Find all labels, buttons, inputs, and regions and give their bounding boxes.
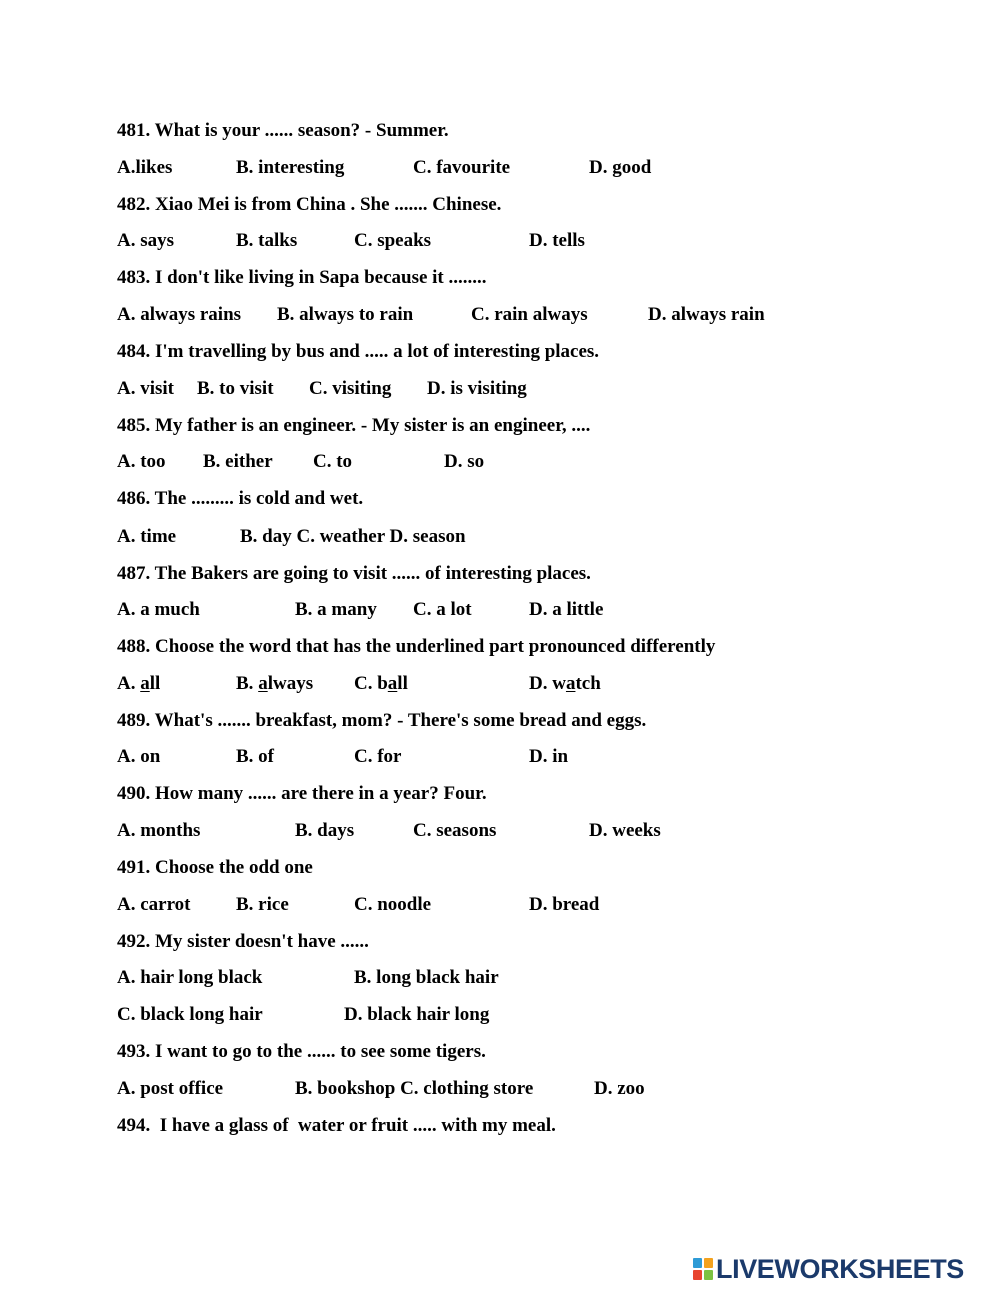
option-suffix: ll [397, 673, 408, 694]
answer-option: D. black hair long [344, 1004, 490, 1025]
liveworksheets-logo-text: LIVEWORKSHEETS [716, 1253, 964, 1284]
question-text: 482. Xiao Mei is from China . She ....... Chinese. [117, 194, 502, 215]
answer-option [236, 672, 313, 696]
option-prefix: D. w [529, 673, 566, 694]
option-suffix: ll [149, 673, 161, 694]
answer-option: A. months [117, 820, 201, 841]
question-text: 487. The Bakers are going to visit ...... of interesting places. [117, 563, 591, 584]
answer-option: A. carrot [117, 894, 191, 915]
answer-option: A. a much [117, 599, 200, 620]
answer-option: A. post office [117, 1078, 224, 1099]
answer-option: B. bookshop C. clothing store [295, 1078, 534, 1099]
question-text: 493. I want to go to the ...... to see some tigers. [117, 1041, 486, 1062]
underlined-letter: a [565, 673, 576, 694]
answer-option: A. on [117, 746, 161, 767]
question-text: 489. What's ....... breakfast, mom? - There's some bread and eggs. [117, 710, 647, 731]
answer-option: B. day C. weather D. season [240, 526, 466, 547]
option-prefix: A. [117, 673, 141, 694]
answer-option: D. so [444, 451, 485, 472]
answer-option: C. rain always [471, 304, 588, 325]
answer-option: B. always to rain [277, 304, 414, 325]
answer-option: D. weeks [589, 820, 661, 841]
option-prefix: B. [236, 673, 259, 694]
underlined-letter: a [387, 673, 398, 694]
answer-option: B. interesting [236, 157, 345, 178]
answer-option: A.likes [117, 157, 173, 178]
answer-option: D. good [589, 157, 652, 178]
answer-option: B. either [203, 451, 273, 472]
answer-option: D. bread [529, 894, 600, 915]
question-text: 492. My sister doesn't have ...... [117, 931, 369, 952]
answer-option: A. always rains [117, 304, 242, 325]
answer-option [117, 672, 160, 696]
answer-option: A. hair long black [117, 967, 263, 988]
question-text: 483. I don't like living in Sapa because it ........ [117, 267, 487, 288]
answer-option: B. days [295, 820, 355, 841]
answer-option [354, 672, 408, 696]
answer-option: B. a many [295, 599, 377, 620]
answer-option: B. talks [236, 230, 298, 251]
answer-option: C. noodle [354, 894, 432, 915]
answer-option: B. rice [236, 894, 289, 915]
question-text: 491. Choose the odd one [117, 857, 313, 878]
option-suffix: lways [267, 673, 314, 694]
answer-option [529, 672, 601, 696]
answer-option: D. tells [529, 230, 585, 251]
liveworksheets-logo-icon [693, 1258, 713, 1280]
question-text: 481. What is your ...... season? - Summer. [117, 120, 449, 141]
answer-option: D. always rain [648, 304, 765, 325]
question-text: 485. My father is an engineer. - My sister is an engineer, .... [117, 415, 591, 436]
question-text: 484. I'm travelling by bus and ..... a lot of interesting places. [117, 341, 600, 362]
question-text: 486. The ......... is cold and wet. [117, 488, 364, 509]
answer-option: A. time [117, 526, 177, 547]
answer-option: C. for [354, 746, 402, 767]
answer-option: D. is visiting [427, 378, 527, 399]
underlined-letter: a [140, 673, 150, 694]
answer-option: A. visit [117, 378, 174, 399]
question-text: 494. I have a glass of water or fruit ..... with my meal. [117, 1115, 556, 1136]
answer-option: B. to visit [197, 378, 274, 399]
answer-option: A. says [117, 230, 175, 251]
answer-option: B. of [236, 746, 274, 767]
answer-option: C. seasons [413, 820, 497, 841]
answer-option: C. to [313, 451, 353, 472]
answer-option: A. too [117, 451, 166, 472]
answer-option: C. speaks [354, 230, 432, 251]
answer-option: B. long black hair [354, 967, 499, 988]
answer-option: C. favourite [413, 157, 511, 178]
option-prefix: C. b [354, 673, 388, 694]
question-text: 490. How many ...... are there in a year? Four. [117, 783, 487, 804]
answer-option: C. visiting [309, 378, 392, 399]
question-text: 488. Choose the word that has the underlined part pronounced differently [117, 636, 716, 657]
liveworksheets-logo [693, 1255, 964, 1283]
answer-option: C. a lot [413, 599, 472, 620]
answer-option: D. zoo [594, 1078, 645, 1099]
answer-option: D. a little [529, 599, 604, 620]
answer-option: D. in [529, 746, 569, 767]
option-suffix: tch [575, 673, 601, 694]
answer-option: C. black long hair [117, 1004, 263, 1025]
underlined-letter: a [258, 673, 268, 694]
